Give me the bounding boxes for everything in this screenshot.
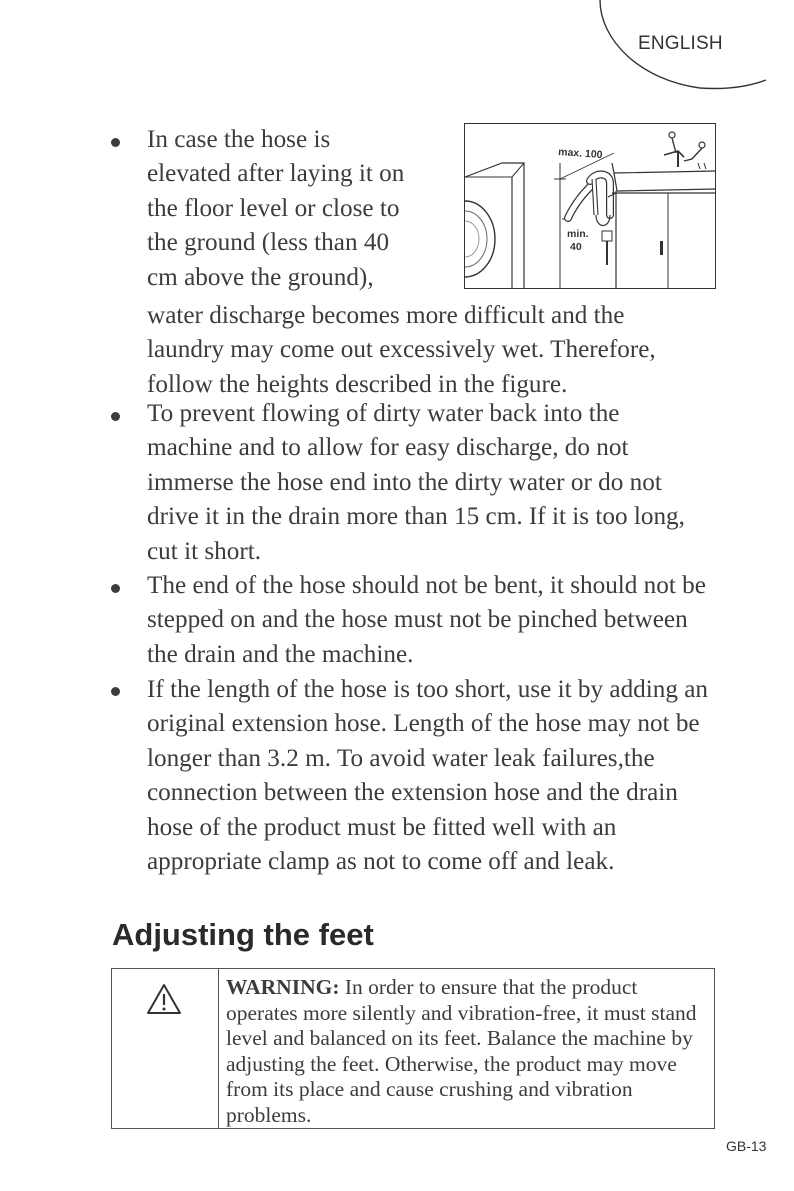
bullet-dot-4 [111,687,120,696]
bullet-item-4: If the length of the hose is too short, use it by adding an original extension hose. Length of the hose may not be longer than 3.2 m. To avoid water leak failures,the connection between the extension hose and the drain hose of the product must be fitted well with an appropriate clamp as not to come off and leak. [147,676,709,876]
bullet-1-line-8: follow the heights described in the figure. [147,370,568,398]
bullet-dot-1 [111,138,120,147]
bullet-1-line-4: the ground (less than 40 [147,229,390,257]
hose-height-figure [464,123,716,289]
figure-max-label: max. 100 [557,146,603,162]
bullet-item-3: The end of the hose should not be bent, it should not be stepped on and the hose must not be pinched between the drain and the machine. [147,572,706,668]
bullet-1-line-5: cm above the ground), [147,263,374,291]
bullet-item-2: To prevent flowing of dirty water back into the machine and to allow for easy discharge, do not immerse the hose end into the dirty water or do not drive it in the drain more than 15 cm. If it is too long, cut it short. [147,400,685,565]
warning-divider [218,969,219,1128]
page-number: GB-13 [726,1138,767,1154]
bullet-1-line-1: In case the hose is [147,126,331,153]
warning-triangle-icon [146,983,182,1015]
bullet-1-line-6: water discharge becomes more difficult and the [147,302,625,330]
section-title: Adjusting the feet [112,917,374,952]
language-label: ENGLISH [638,33,723,54]
figure-min-label: min. [567,228,589,240]
warning-text [226,975,710,1129]
bullet-dot-2 [111,412,120,421]
figure-min-value: 40 [570,241,582,253]
bullet-1-line-3: the floor level or close to [147,194,400,222]
warning-box [111,968,715,1129]
warning-body: In order to ensure that the product operates more silently and vibration-free, it must stand level and balanced on its feet. Balance the machine by adjusting the feet. Otherwise, the product may move from its place and cause crushing and vibration problems. [226,975,697,1127]
bullet-1-line-7: laundry may come out excessively wet. Therefore, [147,336,656,364]
bullet-dot-3 [111,584,120,593]
warning-label: WARNING: [226,975,340,999]
bullet-1-line-2: elevated after laying it on [147,160,405,188]
